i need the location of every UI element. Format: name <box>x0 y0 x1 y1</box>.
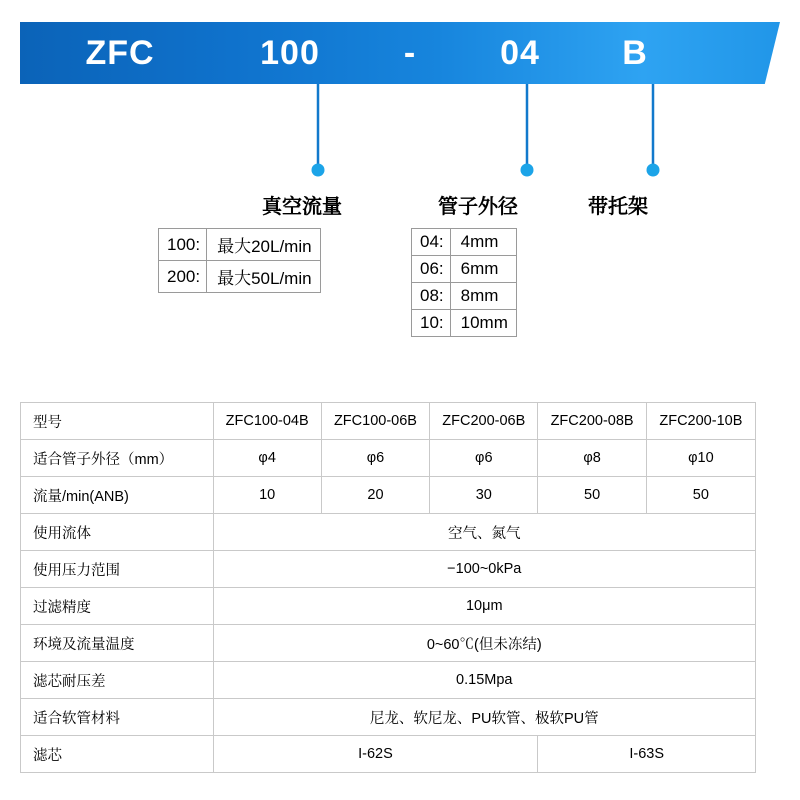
table-row <box>21 440 756 477</box>
diameter-option-value: 6mm <box>450 256 516 283</box>
diameter-option-key: 08: <box>412 283 451 310</box>
table-row <box>159 261 321 293</box>
code-diameter: 04 <box>500 33 540 72</box>
row-header: 适合软管材料 <box>21 699 214 736</box>
cell: φ6 <box>321 440 429 477</box>
cell: 0.15Mpa <box>213 662 756 699</box>
flow-option-value: 最大20L/min <box>207 229 320 261</box>
row-header: 流量/min(ANB) <box>21 477 214 514</box>
banner-code-list <box>20 22 780 84</box>
row-header: 使用流体 <box>21 514 214 551</box>
table-row <box>21 662 756 699</box>
table-row <box>412 310 517 337</box>
table-row <box>412 229 517 256</box>
row-header: 使用压力范围 <box>21 551 214 588</box>
cell: φ8 <box>538 440 646 477</box>
callout-title-flow: 真空流量 <box>262 196 342 218</box>
table-row <box>159 229 321 261</box>
cell: ZFC200-10B <box>646 403 755 440</box>
cell: 30 <box>430 477 538 514</box>
diameter-option-value: 10mm <box>450 310 516 337</box>
cell: 尼龙、软尼龙、PU软管、极软PU管 <box>213 699 756 736</box>
cell: ZFC100-04B <box>213 403 321 440</box>
cell: 20 <box>321 477 429 514</box>
row-header: 滤芯 <box>21 736 214 773</box>
callout-title-diameter: 管子外径 <box>438 196 518 218</box>
specification-table <box>20 402 756 773</box>
cell: ZFC200-06B <box>430 403 538 440</box>
flow-option-value: 最大50L/min <box>207 261 320 293</box>
table-row <box>21 625 756 662</box>
cell: 50 <box>538 477 646 514</box>
diameter-option-key: 04: <box>412 229 451 256</box>
code-separator: - <box>403 33 417 72</box>
flow-option-key: 100: <box>159 229 207 261</box>
cell: 10μm <box>213 588 756 625</box>
table-row <box>21 514 756 551</box>
row-header: 适合管子外径（mm） <box>21 440 214 477</box>
flow-option-key: 200: <box>159 261 207 293</box>
code-series: ZFC <box>85 33 155 72</box>
row-header: 滤芯耐压差 <box>21 662 214 699</box>
cell: ZFC100-06B <box>321 403 429 440</box>
diameter-options-table <box>411 228 517 337</box>
callout-title-bracket: 带托架 <box>588 196 648 218</box>
flow-options-table <box>158 228 321 293</box>
table-row <box>412 256 517 283</box>
code-flow: 100 <box>260 33 320 72</box>
cell: φ6 <box>430 440 538 477</box>
cell: I-63S <box>538 736 756 773</box>
table-row <box>21 588 756 625</box>
cell: 50 <box>646 477 755 514</box>
table-row <box>412 283 517 310</box>
cell: φ10 <box>646 440 755 477</box>
table-row <box>21 736 756 773</box>
cell: −100~0kPa <box>213 551 756 588</box>
diameter-option-key: 10: <box>412 310 451 337</box>
row-header: 过滤精度 <box>21 588 214 625</box>
table-row <box>21 403 756 440</box>
table-row <box>21 477 756 514</box>
cell: I-62S <box>213 736 538 773</box>
row-header: 环境及流量温度 <box>21 625 214 662</box>
code-bracket: B <box>622 33 648 72</box>
cell: 0~60℃(但未冻结) <box>213 625 756 662</box>
row-header: 型号 <box>21 403 214 440</box>
model-code-banner <box>20 22 780 84</box>
diameter-option-key: 06: <box>412 256 451 283</box>
table-row <box>21 699 756 736</box>
cell: φ4 <box>213 440 321 477</box>
table-row <box>21 551 756 588</box>
cell: 10 <box>213 477 321 514</box>
cell: ZFC200-08B <box>538 403 646 440</box>
cell: 空气、氮气 <box>213 514 756 551</box>
diameter-option-value: 4mm <box>450 229 516 256</box>
diameter-option-value: 8mm <box>450 283 516 310</box>
